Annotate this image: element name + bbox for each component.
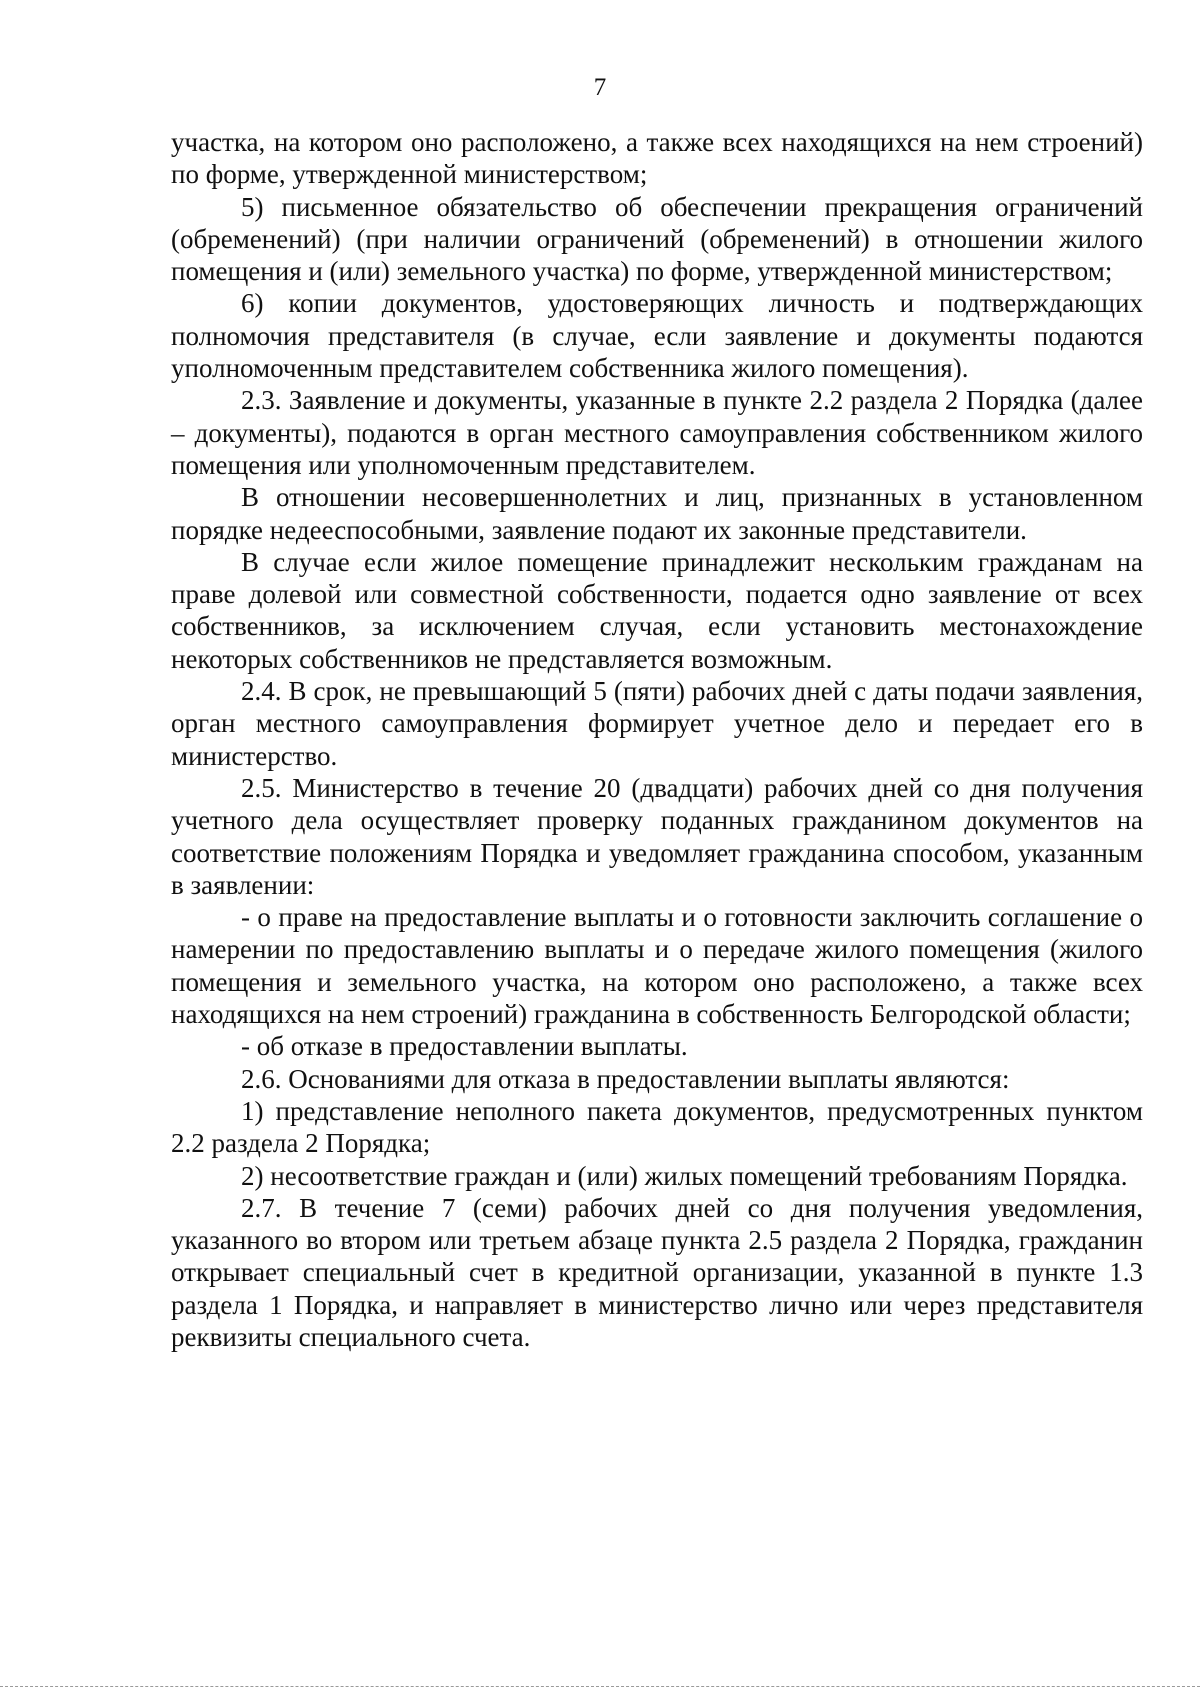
paragraph-continuation: участка, на котором оно расположено, а также всех находящихся на нем строений) по форме, утвержденной министерством; xyxy=(171,127,1143,190)
paragraph-refusal: - об отказе в предоставлении выплаты. xyxy=(241,1031,688,1062)
paragraph-2-4: 2.4. В срок, не превышающий 5 (пяти) рабочих дней с даты подачи заявления, орган местного самоуправления формирует учетное дело и передает его в министерство. xyxy=(171,676,1143,771)
paragraph-2-5: 2.5. Министерство в течение 20 (двадцати) рабочих дней со дня получения учетного дела осуществляет проверку поданных гражданином документов на соответствие положениям Порядка и уведомляет гражданина способом, указанным в заявлении: xyxy=(171,772,1143,900)
page-number: 7 xyxy=(593,74,607,101)
paragraph-2-6: 2.6. Основаниями для отказа в предоставлении выплаты являются: xyxy=(241,1063,1010,1094)
paragraph-ground-1: 1) представление неполного пакета документов, предусмотренных пунктом 2.2 раздела 2 Порядка; xyxy=(171,1095,1143,1159)
document-body xyxy=(171,126,1143,1353)
paragraph-item-5: 5) письменное обязательство об обеспечении прекращения ограничений (обременений) (при наличии ограничений (обременений) в отношении жилого помещения и (или) земельного участка) по форме, утвержденной министерством; xyxy=(171,191,1143,287)
paragraph-2-7: 2.7. В течение 7 (семи) рабочих дней со дня получения уведомления, указанного во втором или третьем абзаце пункта 2.5 раздела 2 Порядка, гражданин открывает специальный счет в кредитной организации, указанной в пункте 1.3 раздела 1 Порядка, и направляет в министерство лично или через представителя реквизиты специального счета. xyxy=(171,1192,1143,1352)
paragraph-right-to-payment: - о праве на предоставление выплаты и о готовности заключить соглашение о намерении по предоставлению выплаты и о передаче жилого помещения (жилого помещения и земельного участка, на котором оно расположено, а также всех находящихся на нем строений) гражданина в собственность Белгородской области; xyxy=(171,902,1143,1030)
paragraph-2-3: 2.3. Заявление и документы, указанные в пункте 2.2 раздела 2 Порядка (далее – документы), подаются в орган местного самоуправления собственником жилого помещения или уполномоченным представителем. xyxy=(171,385,1143,480)
scan-edge-line xyxy=(0,1686,1200,1687)
paragraph-ground-2: 2) несоответствие граждан и (или) жилых помещений требованиям Порядка. xyxy=(241,1160,1128,1191)
paragraph-joint-ownership: В случае если жилое помещение принадлежит нескольким гражданам на праве долевой или совместной собственности, подается одно заявление от всех собственников, за исключением случая, если установить местонахождение некоторых собственников не представляется возможным. xyxy=(171,546,1143,674)
paragraph-item-6: 6) копии документов, удостоверяющих личность и подтверждающих полномочия представителя (в случае, если заявление и документы подаются уполномоченным представителем собственника жилого помещения). xyxy=(171,288,1143,384)
paragraph-minors: В отношении несовершеннолетних и лиц, признанных в установленном порядке недееспособными, заявление подают их законные представители. xyxy=(171,482,1143,545)
